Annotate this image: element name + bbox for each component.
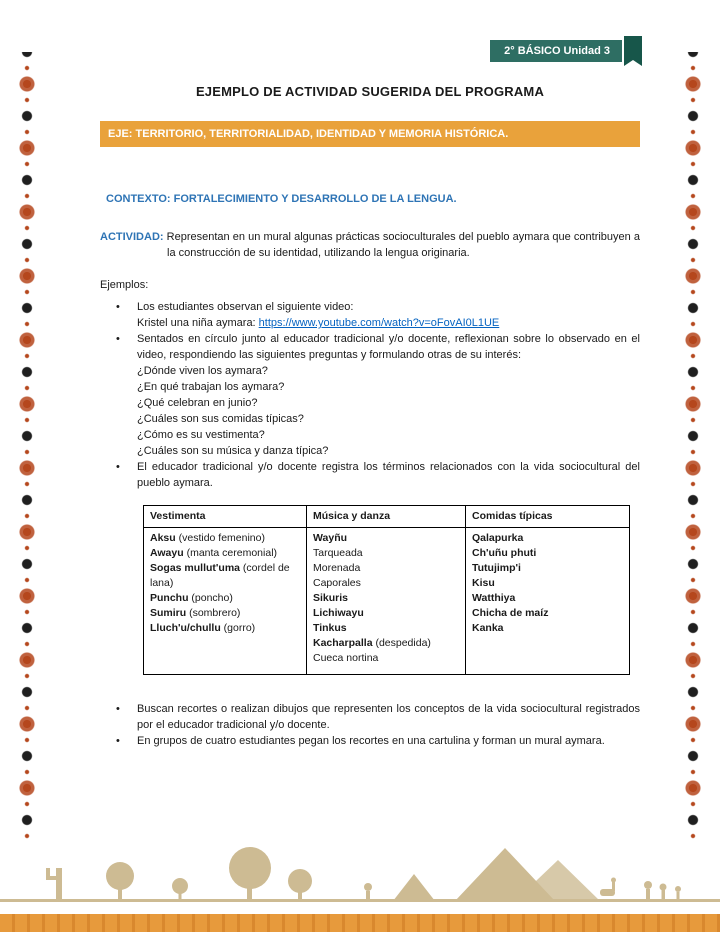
list-item-register-terms: [100, 459, 640, 491]
column-header-musica: Música y danza: [307, 506, 466, 528]
column-header-comidas: Comidas típicas: [466, 506, 630, 528]
term-line: Qalapurka: [472, 532, 524, 544]
actividad-label: ACTIVIDAD:: [100, 231, 164, 243]
bullet-marker: •: [116, 735, 120, 747]
list-item-video: [100, 299, 640, 331]
term-line: Punchu (poncho): [150, 592, 233, 604]
question-line: ¿Qué celebran en junio?: [137, 397, 258, 409]
term-line: Kisu: [472, 577, 495, 589]
term-line: Sikuris: [313, 592, 349, 604]
term-line: Awayu (manta ceremonial): [150, 547, 278, 559]
term-line: Morenada: [313, 562, 361, 574]
term-line: Tutujimp'i: [472, 562, 521, 574]
question-line: ¿Dónde viven los aymara?: [137, 365, 268, 377]
term-line: Wayñu: [313, 532, 348, 544]
bullet-text: [137, 315, 640, 331]
actividad-paragraph: [100, 229, 640, 261]
footer-landscape-illustration: [0, 836, 720, 914]
unit-badge-label: 2° BÁSICO Unidad 3: [490, 40, 622, 62]
term-line: Cueca nortina: [313, 652, 379, 664]
eje-header-bar: EJE: TERRITORIO, TERRITORIALIDAD, IDENTIDAD Y MEMORIA HISTÓRICA.: [100, 121, 640, 147]
ethnic-pattern-border-left: [10, 52, 44, 840]
term-line: Kanka: [472, 622, 504, 634]
bullet-text: El educador tradicional y/o docente registra los términos relacionados con la vida sociocultural del pueblo aymara.: [137, 461, 640, 489]
bullet-text: En grupos de cuatro estudiantes pegan los recortes en una cartulina y forman un mural aymara.: [137, 735, 605, 747]
actividad-text: Representan en un mural algunas prácticas socioculturales del pueblo aymara que contribuyen a la construcción de su identidad, utilizando la lengua originaria.: [163, 231, 640, 259]
table-row: [144, 528, 630, 675]
term-line: Lluch'u/chullu (gorro): [150, 622, 256, 634]
bullet-marker: •: [116, 461, 120, 473]
page-title: EJEMPLO DE ACTIVIDAD SUGERIDA DEL PROGRAMA: [195, 84, 545, 99]
term-line: Lichiwayu: [313, 607, 364, 619]
term-line: Kacharpalla (despedida): [313, 637, 431, 649]
bullet-marker: •: [116, 333, 120, 345]
cell-vestimenta: [144, 528, 307, 675]
term-line: Tarqueada: [313, 547, 363, 559]
bullet-text: Sentados en círculo junto al educador tradicional y/o docente, reflexionan sobre lo observado en el video, respondiendo las siguientes preguntas y formulando otras de su interés:: [137, 333, 640, 361]
youtube-link[interactable]: https://www.youtube.com/watch?v=oFovAI0L1UE: [258, 317, 500, 329]
vocabulary-table: [143, 505, 630, 675]
term-line: Caporales: [313, 577, 361, 589]
contexto-heading: CONTEXTO: FORTALECIMIENTO Y DESARROLLO DE LA LENGUA.: [106, 193, 457, 205]
document-body: [100, 0, 640, 749]
footer-orange-strip: [0, 914, 720, 932]
question-line: ¿En qué trabajan los aymara?: [137, 381, 285, 393]
term-line: Watthiya: [472, 592, 516, 604]
bullet-text: Buscan recortes o realizan dibujos que representen los conceptos de la vida sociocultural registrados por el educador tradicional y/o docente.: [137, 703, 640, 731]
cell-musica: [307, 528, 466, 675]
term-line: Sumiru (sombrero): [150, 607, 241, 619]
question-line: ¿Cuáles son su música y danza típica?: [137, 445, 329, 457]
term-line: Sogas mullut'uma (cordel de lana): [150, 562, 290, 589]
bullet-marker: •: [116, 703, 120, 715]
cell-comidas: [466, 528, 630, 675]
video-link-label: Kristel una niña aymara:: [137, 317, 259, 329]
list-item-mural: [100, 733, 640, 749]
column-header-vestimenta: Vestimenta: [144, 506, 307, 528]
term-line: Aksu (vestido femenino): [150, 532, 265, 544]
term-line: Chicha de maíz: [472, 607, 549, 619]
ejemplos-label: Ejemplos:: [100, 279, 149, 291]
question-line: ¿Cuáles son sus comidas típicas?: [137, 413, 304, 425]
bullet-marker: •: [116, 301, 120, 313]
bullet-text: Los estudiantes observan el siguiente video:: [137, 301, 354, 313]
question-line: ¿Cómo es su vestimenta?: [137, 429, 265, 441]
term-line: Ch'uñu phuti: [472, 547, 537, 559]
ethnic-pattern-border-right: [676, 52, 710, 840]
list-item-questions: [100, 331, 640, 459]
list-item-cutouts: [100, 701, 640, 733]
table-header-row: [144, 506, 630, 528]
term-line: Tinkus: [313, 622, 347, 634]
